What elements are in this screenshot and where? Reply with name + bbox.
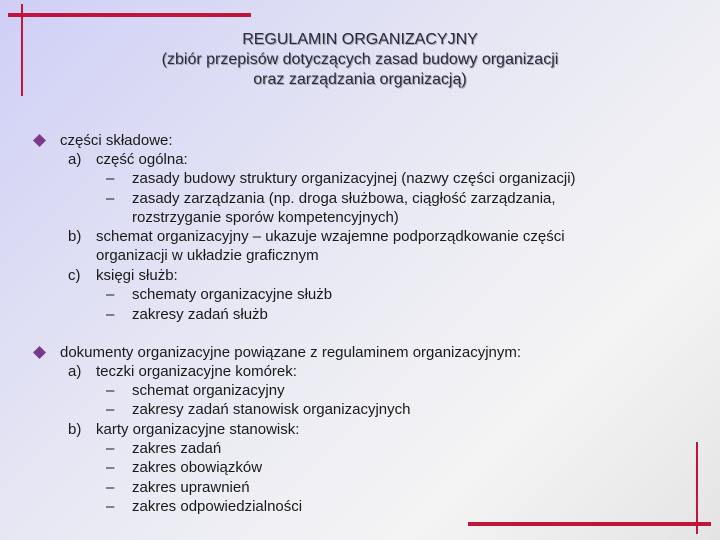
title-line-1: REGULAMIN ORGANIZACYJNY xyxy=(242,31,478,48)
dash-marker: – xyxy=(106,479,115,496)
section1-c-text: księgi służb: xyxy=(96,267,178,284)
section2-b-item-1: zakres zadań xyxy=(132,440,222,457)
dash-marker: – xyxy=(106,190,115,207)
dash-marker: – xyxy=(106,459,115,476)
section1-c-item-2: zakresy zadań służb xyxy=(132,306,268,323)
section2-b-text: karty organizacyjne stanowisk: xyxy=(96,421,300,438)
title-line-3: oraz zarządzania organizacją) xyxy=(253,71,467,88)
section1-b-line-2: organizacji w układzie graficznym xyxy=(96,247,319,264)
section1-b-line-1: schemat organizacyjny – ukazuje wzajemne podporządkowanie części xyxy=(96,228,565,245)
diamond-bullet-icon xyxy=(33,346,46,359)
section2-a-marker: a) xyxy=(68,363,82,380)
dash-marker: – xyxy=(106,440,115,457)
section1-a-item-1: zasady budowy struktury organizacyjnej (nazwy części organizacji) xyxy=(132,170,576,187)
title-line-2: (zbiór przepisów dotyczących zasad budowy organizacji xyxy=(161,51,559,68)
section1-a-item-2: zasady zarządzania (np. droga służbowa, ciągłość zarządzania, xyxy=(132,190,556,207)
section1-b-marker: b) xyxy=(68,228,82,245)
section2-b-item-2: zakres obowiązków xyxy=(132,459,263,476)
section2-heading: dokumenty organizacyjne powiązane z regulaminem organizacyjnym: xyxy=(60,344,522,361)
dash-marker: – xyxy=(106,286,115,303)
section1-a-item-2-cont: rozstrzyganie sporów kompetencyjnych) xyxy=(132,209,399,226)
dash-marker: – xyxy=(106,382,115,399)
section2-b-item-4: zakres odpowiedzialności xyxy=(132,498,303,515)
dash-marker: – xyxy=(106,306,115,323)
section2-a-item-2: zakresy zadań stanowisk organizacyjnych xyxy=(132,401,411,418)
dash-marker: – xyxy=(106,401,115,418)
dash-marker: – xyxy=(106,170,115,187)
section2-b-marker: b) xyxy=(68,421,82,438)
section1-a-text: część ogólna: xyxy=(96,151,188,168)
section1-a-marker: a) xyxy=(68,151,82,168)
section2-a-text: teczki organizacyjne komórek: xyxy=(96,363,297,380)
section1-c-marker: c) xyxy=(68,267,81,284)
section1-heading: części składowe: xyxy=(60,132,173,149)
section2-b-item-3: zakres uprawnień xyxy=(132,479,250,496)
section2-a-item-1: schemat organizacyjny xyxy=(132,382,285,399)
dash-marker: – xyxy=(106,498,115,515)
diamond-bullet-icon xyxy=(33,134,46,147)
section1-c-item-1: schematy organizacyjne służb xyxy=(132,286,333,303)
